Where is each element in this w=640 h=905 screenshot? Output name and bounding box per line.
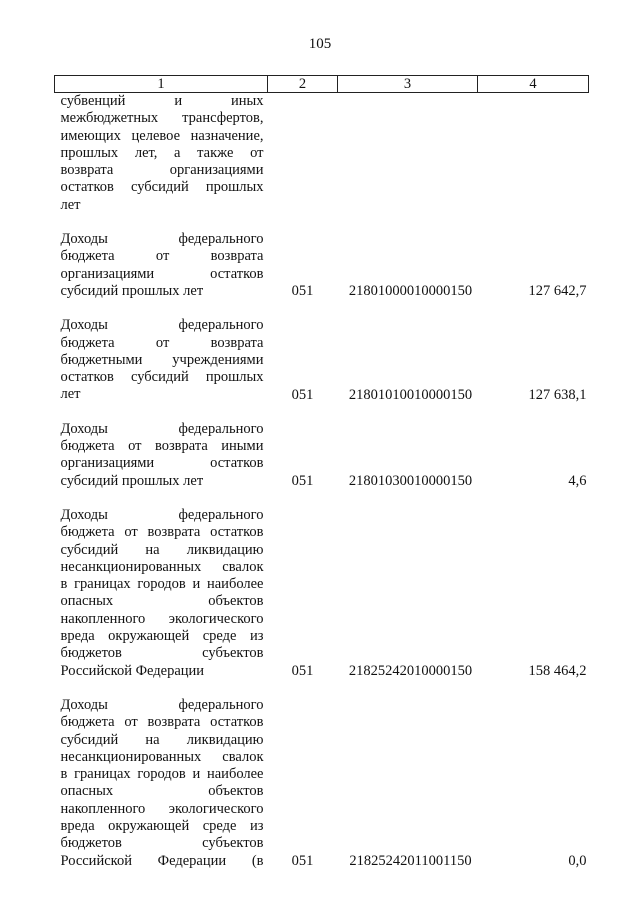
description-line: накопленного экологического <box>60 800 264 817</box>
table-row <box>55 507 589 680</box>
description-line: остатков субсидий прошлых <box>60 179 264 196</box>
spacer-cell <box>338 214 478 231</box>
description-cell <box>55 317 268 403</box>
description-line: Доходы федерального <box>60 231 264 248</box>
row-spacer <box>55 490 589 507</box>
classification-code-cell: 21801010010000150 <box>348 386 473 403</box>
page-number: 105 <box>308 36 332 52</box>
description-line: бюджета от возврата <box>60 248 264 265</box>
spacer-cell <box>55 680 268 697</box>
classification-code-cell: 21801000010000150 <box>348 283 473 300</box>
description-line: возврата организациями <box>60 162 264 179</box>
spacer-cell <box>338 490 478 507</box>
description-line: субсидий на ликвидацию <box>60 731 264 748</box>
table-row <box>55 93 589 215</box>
amount-cell: 127 638,1 <box>528 386 587 403</box>
classification-code-cell: 21825242010000150 <box>348 662 473 679</box>
description-cell <box>55 421 268 490</box>
table-row <box>55 317 589 403</box>
description-cell <box>55 93 268 215</box>
spacer-cell <box>268 680 338 697</box>
spacer-cell <box>478 300 589 317</box>
description-line: субсидий прошлых лет <box>60 282 204 299</box>
description-line: несанкционированных свалок <box>60 748 264 765</box>
description-line: лет <box>60 386 81 403</box>
description-line: накопленного экологического <box>60 610 264 627</box>
description-line: лет <box>60 196 81 213</box>
spacer-cell <box>338 404 478 421</box>
description-line: бюджетов субъектов <box>60 835 264 852</box>
column-header-1: 1 <box>55 76 268 93</box>
description-line: опасных объектов <box>60 593 264 610</box>
column-header-2: 2 <box>268 76 338 93</box>
description-line: организациями остатков <box>60 265 264 282</box>
description-line: бюджета от возврата остатков <box>60 524 264 541</box>
spacer-cell <box>338 680 478 697</box>
description-cell <box>55 507 268 680</box>
spacer-cell <box>268 404 338 421</box>
row-spacer <box>55 214 589 231</box>
description-line: Российской Федерации (в <box>60 852 264 869</box>
spacer-cell <box>55 214 268 231</box>
row-spacer <box>55 300 589 317</box>
description-line: Доходы федерального <box>60 696 264 713</box>
row-spacer <box>55 404 589 421</box>
amount-cell <box>478 93 589 215</box>
spacer-cell <box>338 300 478 317</box>
description-line: в границах городов и наиболее <box>60 766 264 783</box>
admin-code-cell: 051 <box>291 472 314 489</box>
description-cell <box>55 697 268 870</box>
admin-code-cell: 051 <box>291 283 314 300</box>
description-line: Российской Федерации <box>60 662 205 679</box>
column-header-3: 3 <box>338 76 478 93</box>
description-line: бюджетов субъектов <box>60 645 264 662</box>
spacer-cell <box>55 404 268 421</box>
amount-cell: 127 642,7 <box>528 283 587 300</box>
description-cell <box>55 231 268 300</box>
spacer-cell <box>55 300 268 317</box>
description-line: опасных объектов <box>60 783 264 800</box>
table-header-row <box>55 76 589 93</box>
admin-code-cell <box>268 93 338 215</box>
description-line: вреда окружающей среде из <box>60 628 264 645</box>
description-line: остатков субсидий прошлых <box>60 369 264 386</box>
spacer-cell <box>478 214 589 231</box>
spacer-cell <box>478 404 589 421</box>
description-line: бюджета от возврата остатков <box>60 714 264 731</box>
classification-code-cell <box>338 93 478 215</box>
budget-table <box>54 75 589 870</box>
amount-cell: 4,6 <box>568 472 587 489</box>
table-row <box>55 231 589 300</box>
description-line: Доходы федерального <box>60 420 264 437</box>
spacer-cell <box>478 680 589 697</box>
description-line: имеющих целевое назначение, <box>60 127 264 144</box>
description-line: бюджета от возврата <box>60 334 264 351</box>
admin-code-cell: 051 <box>291 386 314 403</box>
table-body <box>55 93 589 870</box>
amount-cell: 0,0 <box>568 852 587 869</box>
admin-code-cell: 051 <box>291 662 314 679</box>
spacer-cell <box>268 214 338 231</box>
description-line: Доходы федерального <box>60 506 264 523</box>
description-line: бюджетными учреждениями <box>60 351 264 368</box>
description-line: прошлых лет, а также от <box>60 144 264 161</box>
classification-code-cell: 21801030010000150 <box>348 472 473 489</box>
table-row <box>55 697 589 870</box>
admin-code-cell: 051 <box>291 852 314 869</box>
description-line: межбюджетных трансфертов, <box>60 110 264 127</box>
description-line: в границах городов и наиболее <box>60 576 264 593</box>
spacer-cell <box>268 490 338 507</box>
description-line: организациями остатков <box>60 455 264 472</box>
table-row <box>55 421 589 490</box>
description-line: субсидий на ликвидацию <box>60 541 264 558</box>
description-line: Доходы федерального <box>60 317 264 334</box>
description-line: субвенций и иных <box>60 93 264 109</box>
column-header-4: 4 <box>478 76 589 93</box>
description-line: бюджета от возврата иными <box>60 438 264 455</box>
description-line: несанкционированных свалок <box>60 558 264 575</box>
spacer-cell <box>268 300 338 317</box>
classification-code-cell: 21825242011001150 <box>349 852 472 869</box>
description-line: субсидий прошлых лет <box>60 472 204 489</box>
row-spacer <box>55 680 589 697</box>
spacer-cell <box>55 490 268 507</box>
description-line: вреда окружающей среде из <box>60 817 264 834</box>
amount-cell: 158 464,2 <box>528 662 587 679</box>
spacer-cell <box>478 490 589 507</box>
